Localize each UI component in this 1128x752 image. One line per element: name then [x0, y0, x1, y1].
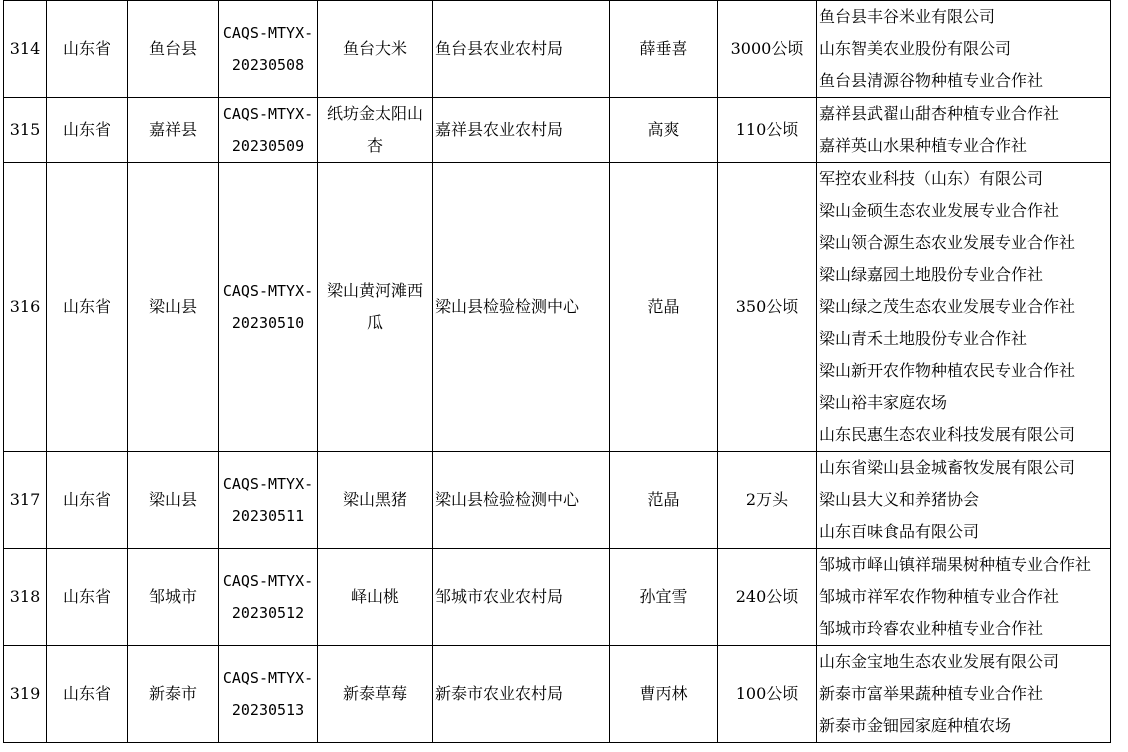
code-cell — [219, 1, 318, 98]
agency-cell: 新泰市农业农村局 — [433, 646, 610, 743]
entities-cell — [817, 452, 1111, 549]
province-cell: 山东省 — [47, 1, 128, 98]
code-line: 20230510 — [231, 314, 305, 332]
entity-line: 梁山青禾土地股份专业合作社 — [819, 329, 1028, 348]
scale-cell: 3000公顷 — [718, 1, 817, 98]
row-number: 315 — [4, 98, 47, 163]
person-cell: 范晶 — [610, 452, 718, 549]
product-line: 瓜 — [366, 313, 383, 332]
product-cell — [318, 646, 433, 743]
province-cell: 山东省 — [47, 646, 128, 743]
code-line: CAQS-MTYX- — [222, 24, 314, 42]
agency-cell: 鱼台县农业农村局 — [433, 1, 610, 98]
row-number: 318 — [4, 549, 47, 646]
code-line: 20230512 — [231, 604, 305, 622]
entity-line: 鱼台县清源谷物种植专业合作社 — [819, 71, 1044, 90]
county-cell: 新泰市 — [128, 646, 219, 743]
person-cell: 范晶 — [610, 163, 718, 452]
entities-cell — [817, 549, 1111, 646]
entity-line: 山东百味食品有限公司 — [819, 522, 980, 541]
entity-line: 梁山裕丰家庭农场 — [819, 393, 948, 412]
table-row — [4, 549, 1111, 646]
county-cell: 梁山县 — [128, 452, 219, 549]
entity-line: 山东智美农业股份有限公司 — [819, 39, 1012, 58]
agency-cell: 梁山县检验检测中心 — [433, 163, 610, 452]
scale-cell: 100公顷 — [718, 646, 817, 743]
scale-cell: 110公顷 — [718, 98, 817, 163]
code-line: 20230509 — [231, 137, 305, 155]
agency-cell: 邹城市农业农村局 — [433, 549, 610, 646]
code-cell — [219, 549, 318, 646]
product-cell — [318, 98, 433, 163]
entity-line: 邹城市祥军农作物种植专业合作社 — [819, 587, 1060, 606]
table-row — [4, 163, 1111, 452]
entity-line: 新泰市金钿园家庭种植农场 — [819, 716, 1012, 735]
product-line: 新泰草莓 — [342, 684, 407, 703]
person-cell: 曹丙林 — [610, 646, 718, 743]
person-cell: 薛垂喜 — [610, 1, 718, 98]
entity-line: 梁山领合源生态农业发展专业合作社 — [819, 233, 1076, 252]
table-row — [4, 1, 1111, 98]
product-line: 鱼台大米 — [342, 39, 407, 58]
entity-line: 邹城市峄山镇祥瑞果树种植专业合作社 — [819, 555, 1092, 574]
entities-cell — [817, 646, 1111, 743]
person-cell: 高爽 — [610, 98, 718, 163]
scale-cell: 240公顷 — [718, 549, 817, 646]
code-line: CAQS-MTYX- — [222, 282, 314, 300]
province-cell: 山东省 — [47, 98, 128, 163]
product-cell — [318, 452, 433, 549]
row-number: 319 — [4, 646, 47, 743]
table-row — [4, 646, 1111, 743]
product-line: 峄山桃 — [350, 587, 399, 606]
table-row — [4, 98, 1111, 163]
product-cell — [318, 1, 433, 98]
county-cell: 梁山县 — [128, 163, 219, 452]
entities-cell — [817, 98, 1111, 163]
person-cell: 孙宜雪 — [610, 549, 718, 646]
code-line: CAQS-MTYX- — [222, 572, 314, 590]
province-cell: 山东省 — [47, 549, 128, 646]
code-line: CAQS-MTYX- — [222, 105, 314, 123]
entity-line: 梁山绿嘉园土地股份专业合作社 — [819, 265, 1044, 284]
scale-cell: 350公顷 — [718, 163, 817, 452]
entities-cell — [817, 1, 1111, 98]
entity-line: 军控农业科技（山东）有限公司 — [819, 169, 1044, 188]
code-line: 20230511 — [231, 507, 305, 525]
code-line: 20230513 — [231, 701, 305, 719]
province-cell: 山东省 — [47, 452, 128, 549]
entity-line: 梁山县大义和养猪协会 — [819, 490, 980, 509]
entity-line: 梁山新开农作物种植农民专业合作社 — [819, 361, 1076, 380]
entity-line: 梁山金硕生态农业发展专业合作社 — [819, 201, 1060, 220]
code-cell — [219, 452, 318, 549]
entities-cell — [817, 163, 1111, 452]
table-row — [4, 452, 1111, 549]
row-number: 316 — [4, 163, 47, 452]
code-cell — [219, 646, 318, 743]
certification-table — [3, 0, 1111, 743]
agency-cell: 梁山县检验检测中心 — [433, 452, 610, 549]
county-cell: 嘉祥县 — [128, 98, 219, 163]
entity-line: 鱼台县丰谷米业有限公司 — [819, 7, 996, 26]
table-body — [4, 1, 1111, 743]
row-number: 317 — [4, 452, 47, 549]
product-line: 杏 — [366, 136, 383, 155]
entity-line: 嘉祥英山水果种植专业合作社 — [819, 136, 1028, 155]
entity-line: 梁山绿之茂生态农业发展专业合作社 — [819, 297, 1076, 316]
scale-cell: 2万头 — [718, 452, 817, 549]
entity-line: 新泰市富举果蔬种植专业合作社 — [819, 684, 1044, 703]
entity-line: 邹城市玲睿农业种植专业合作社 — [819, 619, 1044, 638]
agency-cell: 嘉祥县农业农村局 — [433, 98, 610, 163]
county-cell: 邹城市 — [128, 549, 219, 646]
code-line: CAQS-MTYX- — [222, 669, 314, 687]
row-number: 314 — [4, 1, 47, 98]
county-cell: 鱼台县 — [128, 1, 219, 98]
product-line: 纸坊金太阳山 — [326, 104, 423, 123]
product-line: 梁山黄河滩西 — [326, 281, 423, 300]
entity-line: 山东民惠生态农业科技发展有限公司 — [819, 425, 1076, 444]
product-line: 梁山黑猪 — [342, 490, 407, 509]
entity-line: 嘉祥县武翟山甜杏种植专业合作社 — [819, 104, 1060, 123]
code-cell — [219, 98, 318, 163]
code-line: CAQS-MTYX- — [222, 475, 314, 493]
province-cell: 山东省 — [47, 163, 128, 452]
entity-line: 山东省梁山县金城畜牧发展有限公司 — [819, 458, 1076, 477]
entity-line: 山东金宝地生态农业发展有限公司 — [819, 652, 1060, 671]
code-cell — [219, 163, 318, 452]
code-line: 20230508 — [231, 56, 305, 74]
product-cell — [318, 549, 433, 646]
product-cell — [318, 163, 433, 452]
